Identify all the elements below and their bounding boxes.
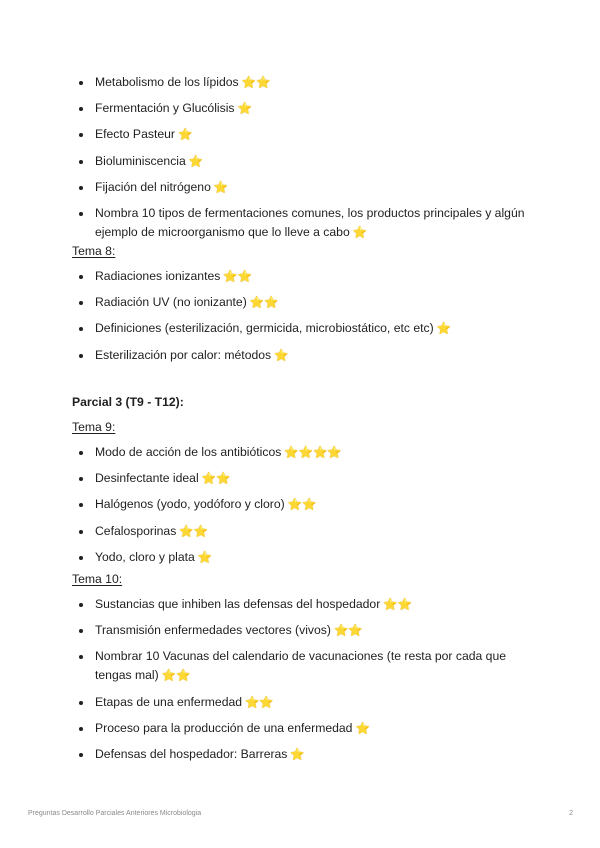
list-item [72, 204, 532, 243]
star-rating-icon: ⭐⭐ [223, 271, 252, 283]
list-item [72, 719, 532, 739]
list-item [72, 522, 532, 542]
list-item [72, 647, 532, 686]
item-text: Desinfectante ideal [95, 471, 199, 486]
item-text: Nombra 10 tipos de fermentaciones comunes, los productos principales y algún ejemplo de microorganismo que lo lleve a cabo [95, 205, 525, 239]
list-item [72, 548, 532, 568]
star-rating-icon: ⭐ [177, 129, 193, 142]
footer-document-title: Preguntas Desarrollo Parciales Anteriores Microbiologia [28, 810, 202, 817]
tema8-section [72, 242, 532, 372]
item-text: Etapas de una enfermedad [95, 694, 243, 709]
item-text: Transmisión enfermedades vectores (vivos) [95, 623, 331, 638]
list-item [72, 443, 532, 463]
item-text: Radiaciones ionizantes [95, 269, 221, 283]
list-item [72, 495, 532, 515]
item-text: Bioluminiscencia [95, 153, 186, 168]
star-rating-icon: ⭐⭐ [201, 473, 231, 486]
page-footer [28, 810, 573, 817]
item-text: Proceso para la producción de una enfermedad [95, 720, 353, 735]
list-item [72, 319, 532, 339]
tema9-list [72, 443, 532, 568]
item-text: Modo de acción de los antibióticos [95, 445, 282, 459]
item-text: Esterilización por calor: métodos [95, 347, 272, 362]
list-item [72, 152, 532, 172]
item-text: Efecto Pasteur [95, 127, 175, 142]
tema10-list [72, 595, 532, 765]
star-rating-icon: ⭐⭐ [179, 525, 208, 538]
star-rating-icon: ⭐⭐ [333, 625, 363, 638]
parcial3-title: Parcial 3 (T9 - T12): [72, 395, 184, 409]
tema10-heading: Tema 10: [72, 572, 123, 586]
item-text: Defensas del hospedador: Barreras [95, 746, 288, 761]
list-item [72, 73, 532, 93]
star-rating-icon: ⭐ [197, 551, 213, 564]
item-text: Metabolismo de los lípidos [95, 75, 239, 89]
star-rating-icon: ⭐⭐⭐⭐ [284, 447, 342, 459]
star-rating-icon: ⭐ [237, 103, 252, 116]
list-item [72, 745, 532, 765]
list-item [72, 293, 532, 313]
list-item [72, 469, 532, 489]
item-text: Nombrar 10 Vacunas del calendario de vacunaciones (te resta por cada que tengas mal) [95, 649, 507, 683]
star-rating-icon: ⭐ [436, 323, 451, 336]
tema8-list [72, 267, 532, 366]
item-text: Yodo, cloro y plata [95, 549, 195, 564]
footer-page-number: 2 [569, 810, 573, 817]
tema7-section [72, 73, 532, 249]
list-item [72, 621, 532, 641]
star-rating-icon: ⭐⭐ [383, 599, 412, 611]
star-rating-icon: ⭐⭐ [241, 77, 271, 89]
star-rating-icon: ⭐ [188, 155, 204, 168]
star-rating-icon: ⭐⭐ [249, 297, 279, 310]
tema9-heading: Tema 9: [72, 420, 116, 434]
star-rating-icon: ⭐ [355, 722, 370, 735]
item-text: Fermentación y Glucólisis [95, 101, 235, 116]
item-text: Radiación UV (no ionizante) [95, 295, 247, 310]
item-text: Definiciones (esterilización, germicida, microbiostático, etc etc) [95, 321, 434, 336]
list-item [72, 595, 532, 615]
star-rating-icon: ⭐ [290, 748, 305, 761]
parcial3-section [72, 393, 532, 574]
list-item [72, 346, 532, 366]
star-rating-icon: ⭐ [274, 349, 289, 362]
list-item [72, 99, 532, 119]
list-item [72, 267, 532, 287]
item-text: Cefalosporinas [95, 523, 177, 538]
list-item [72, 693, 532, 713]
star-rating-icon: ⭐ [352, 226, 368, 239]
star-rating-icon: ⭐⭐ [161, 670, 191, 683]
list-item [72, 125, 532, 145]
item-text: Halógenos (yodo, yodóforo y cloro) [95, 497, 285, 512]
star-rating-icon: ⭐ [213, 181, 229, 194]
tema7-list [72, 73, 532, 243]
star-rating-icon: ⭐⭐ [287, 499, 317, 512]
star-rating-icon: ⭐⭐ [245, 696, 274, 709]
tema8-heading: Tema 8: [72, 244, 116, 258]
list-item [72, 178, 532, 198]
item-text: Sustancias que inhiben las defensas del hospedador [95, 597, 381, 611]
tema10-section [72, 570, 532, 771]
item-text: Fijación del nitrógeno [95, 179, 211, 194]
